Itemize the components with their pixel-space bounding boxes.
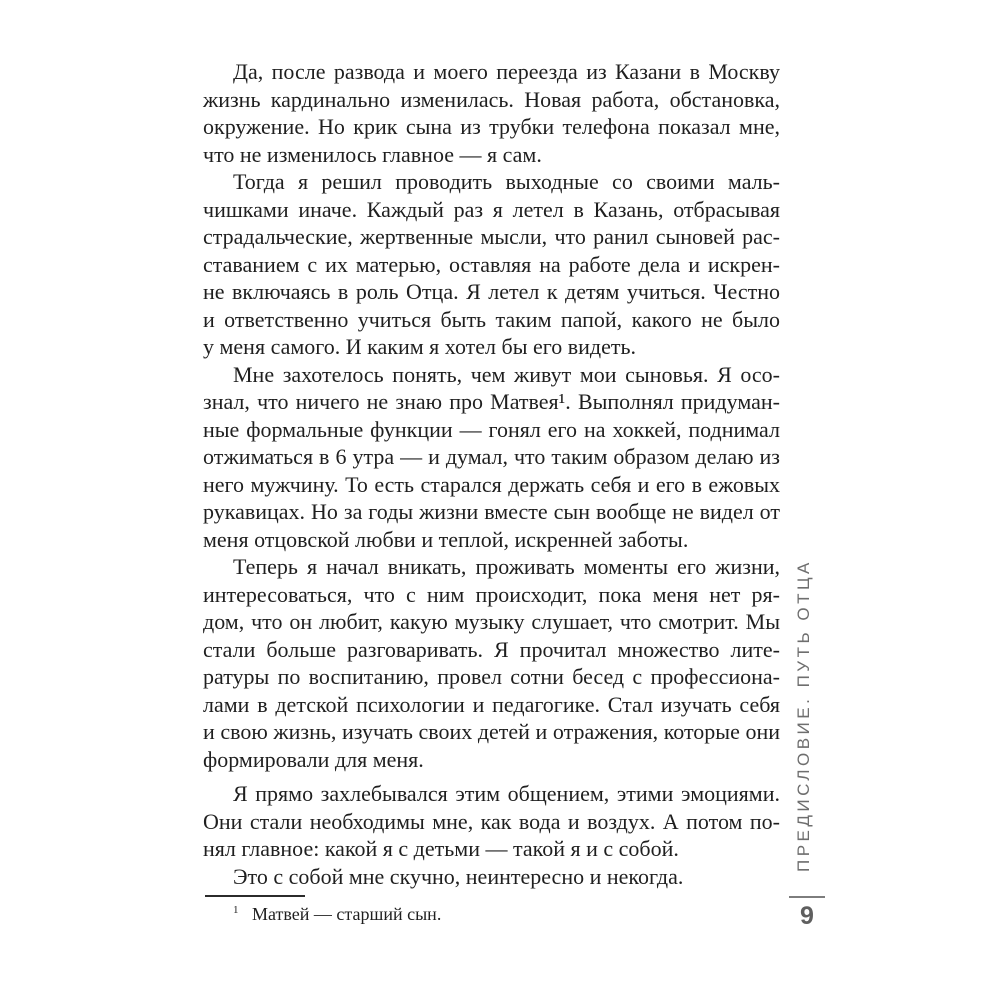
text-line: отжиматься в 6 утра — и думал, что таким образом делаю из <box>203 444 780 469</box>
paragraph <box>203 361 780 554</box>
text-line: лами в детской психологии и педагогике. Стал изучать себя <box>203 691 780 717</box>
text-line: Теперь я начал вникать, проживать моменты его жизни, <box>233 554 780 579</box>
footnote <box>203 895 780 925</box>
text-line: Я прямо захлебывался этим общением, этими эмоциями. <box>233 781 780 806</box>
text-line: у меня самого. И каким я хотел бы его видеть. <box>203 334 636 359</box>
footnote-marker: 1 <box>233 904 239 916</box>
text-block <box>203 58 780 890</box>
text-line: Они стали необходимы мне, как вода и воздух. А потом по- <box>203 808 780 834</box>
text-line: Тогда я решил проводить выходные со своими маль- <box>233 169 780 194</box>
text-line: Мне захотелось понять, чем живут мои сыновья. Я осо- <box>233 361 780 387</box>
text-line: ратуры по воспитанию, провел сотни бесед с профессиона- <box>203 664 780 689</box>
text-line: страдальческие, жертвенные мысли, что ранил сыновей рас- <box>203 224 780 249</box>
chapter-running-head: ПРЕДИСЛОВИЕ. ПУТЬ ОТЦА <box>794 559 813 872</box>
text-line: знал, что ничего не знаю про Матвея¹. Выполнял придуман- <box>203 389 780 414</box>
text-line: формировали для меня. <box>203 746 424 772</box>
text-line: окружение. Но крик сына из трубки телефона показал мне, <box>203 114 780 139</box>
text-line: нял главное: какой я с детьми — такой я и с собой. <box>203 836 679 861</box>
paragraph <box>203 780 780 863</box>
footnote-rule <box>205 895 305 897</box>
text-line: и ответственно учиться быть таким папой, какого не было <box>203 306 780 332</box>
text-line: стали больше разговаривать. Я прочитал множество лите- <box>203 636 780 662</box>
paragraph <box>203 863 780 891</box>
text-line: ставанием с их матерью, оставляя на работе дела и искрен- <box>203 251 780 277</box>
footnote-text: Матвей — старший сын. <box>252 904 442 924</box>
page-number: 9 <box>800 902 814 930</box>
text-line: интересоваться, что с ним происходит, пока меня нет ря- <box>203 581 780 607</box>
paragraph <box>203 168 780 361</box>
text-line: жизнь кардинально изменилась. Новая работа, обстановка, <box>203 86 780 112</box>
text-line: него мужчину. То есть старался держать себя и его в ежовых <box>203 471 780 497</box>
footnote-line <box>203 904 780 925</box>
text-line: что не изменилось главное — я сам. <box>203 141 542 167</box>
text-line: не включаясь в роль Отца. Я летел к детям учиться. Честно <box>203 279 780 304</box>
text-line: и свою жизнь, изучать своих детей и отражения, которые они <box>203 719 780 744</box>
text-line: дом, что он любит, какую музыку слушает, что смотрит. Мы <box>203 609 780 634</box>
text-line: ные формальные функции — гонял его на хоккей, поднимал <box>203 416 780 442</box>
text-line: Да, после развода и моего переезда из Казани в Москву <box>233 59 780 84</box>
text-line: рукавицах. Но за годы жизни вместе сын вообще не видел от <box>203 499 780 524</box>
sidebar-divider <box>789 896 825 898</box>
text-line: чишками иначе. Каждый раз я летел в Казань, отбрасывая <box>203 196 780 222</box>
paragraph <box>203 553 780 773</box>
text-line: Это с собой мне скучно, неинтересно и некогда. <box>233 863 684 889</box>
paragraph <box>203 58 780 168</box>
text-line: меня отцовской любви и теплой, искренней заботы. <box>203 526 689 552</box>
